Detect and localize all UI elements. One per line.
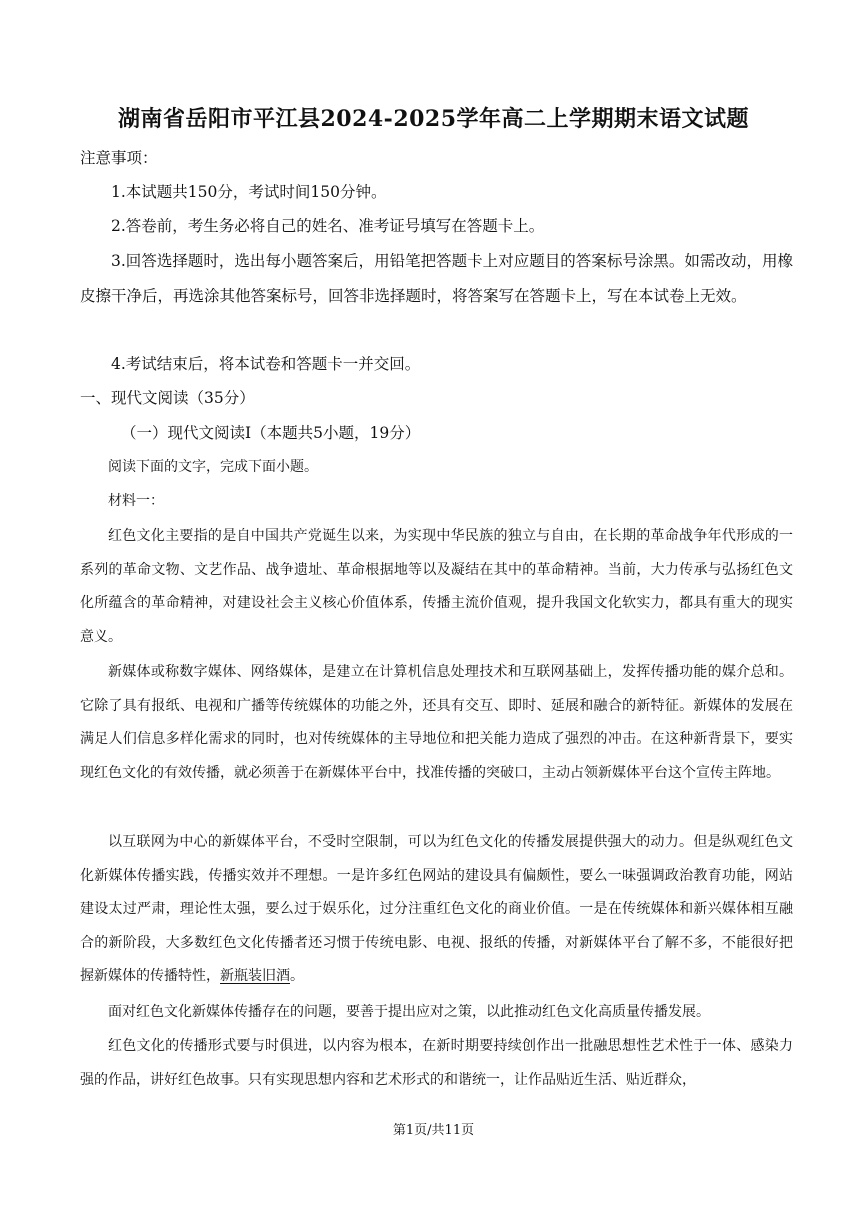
underlined-phrase: 新瓶装旧酒 bbox=[220, 968, 290, 984]
page-footer: 第1页/共11页 bbox=[392, 1123, 475, 1138]
notice-item-2: 2.答卷前，考生务必将自己的姓名、准考证号填写在答题卡上。 bbox=[111, 217, 545, 235]
notice-heading: 注意事项： bbox=[80, 149, 158, 167]
reading-instruction: 阅读下面的文字，完成下面小题。 bbox=[108, 459, 318, 475]
section-title: 一、现代文阅读（35分） bbox=[80, 389, 255, 407]
paragraph-3-text: 以互联网为中心的新媒体平台，不受时空限制，可以为红色文化的传播发展提供强大的动力。但是纵观红色文化新媒体传播实践，传播实效并不理想。一是许多红色网站的建设具有偏颇性，要么一味强调政治教育功能，网站建设太过严肃，理论性太强，要么过于娱乐化，过分注重红色文化的商业价值。一是在传统媒体和新兴媒体相互融合的新阶段，大多数红色文化传播者还习惯于传统电影、电视、报纸的传播，对新媒体平台了解不多，不能很好把握新媒体的传播特性， bbox=[80, 834, 793, 984]
notice-item-3: 3.回答选择题时，选出每小题答案后，用铅笔把答题卡上对应题目的答案标号涂黑。如需改动，用橡皮擦干净后，再选涂其他答案标号，回答非选择题时，将答案写在答题卡上，写在本试卷上无效。 bbox=[80, 252, 793, 305]
notice-item-4: 4.考试结束后，将本试卷和答题卡一并交回。 bbox=[111, 355, 421, 373]
paragraph-1: 红色文化主要指的是自中国共产党诞生以来，为实现中华民族的独立与自由，在长期的革命战争年代形成的一系列的革命文物、文艺作品、战争遗址、革命根据地等以及凝结在其中的革命精神。当前，大力传承与弘扬红色文化所蕴含的革命精神，对建设社会主义核心价值体系，传播主流价值观，提升我国文化软实力，都具有重大的现实意义。 bbox=[80, 528, 793, 645]
paragraph-5: 红色文化的传播形式要与时俱进，以内容为根本，在新时期要持续创作出一批融思想性艺术性于一体、感染力强的作品，讲好红色故事。只有实现思想内容和艺术形式的和谐统一，让作品贴近生活、贴近群众， bbox=[80, 1038, 793, 1088]
paragraph-4: 面对红色文化新媒体传播存在的问题，要善于提出应对之策，以此推动红色文化高质量传播发展。 bbox=[108, 1004, 710, 1020]
material-label: 材料一： bbox=[108, 493, 164, 509]
paragraph-2: 新媒体或称数字媒体、网络媒体，是建立在计算机信息处理技术和互联网基础上，发挥传播功能的媒介总和。它除了具有报纸、电视和广播等传统媒体的功能之外，还具有交互、即时、延展和融合的新特征。新媒体的发展在满足人们信息多样化需求的同时，也对传统媒体的主导地位和把关能力造成了强烈的冲击。在这种新背景下，要实现红色文化的有效传播，就必须善于在新媒体平台中，找准传播的突破口，主动占领新媒体平台这个宣传主阵地。 bbox=[80, 664, 793, 781]
subsection-title: （一）现代文阅读Ⅰ（本题共5小题，19分） bbox=[121, 424, 421, 442]
paragraph-3 bbox=[80, 826, 793, 994]
paragraph-3-tail: 。 bbox=[290, 968, 304, 984]
page-title: 湖南省岳阳市平江县2024-2025学年高二上学期期末语文试题 bbox=[117, 106, 750, 132]
notice-item-1: 1.本试题共150分，考试时间150分钟。 bbox=[111, 183, 387, 201]
